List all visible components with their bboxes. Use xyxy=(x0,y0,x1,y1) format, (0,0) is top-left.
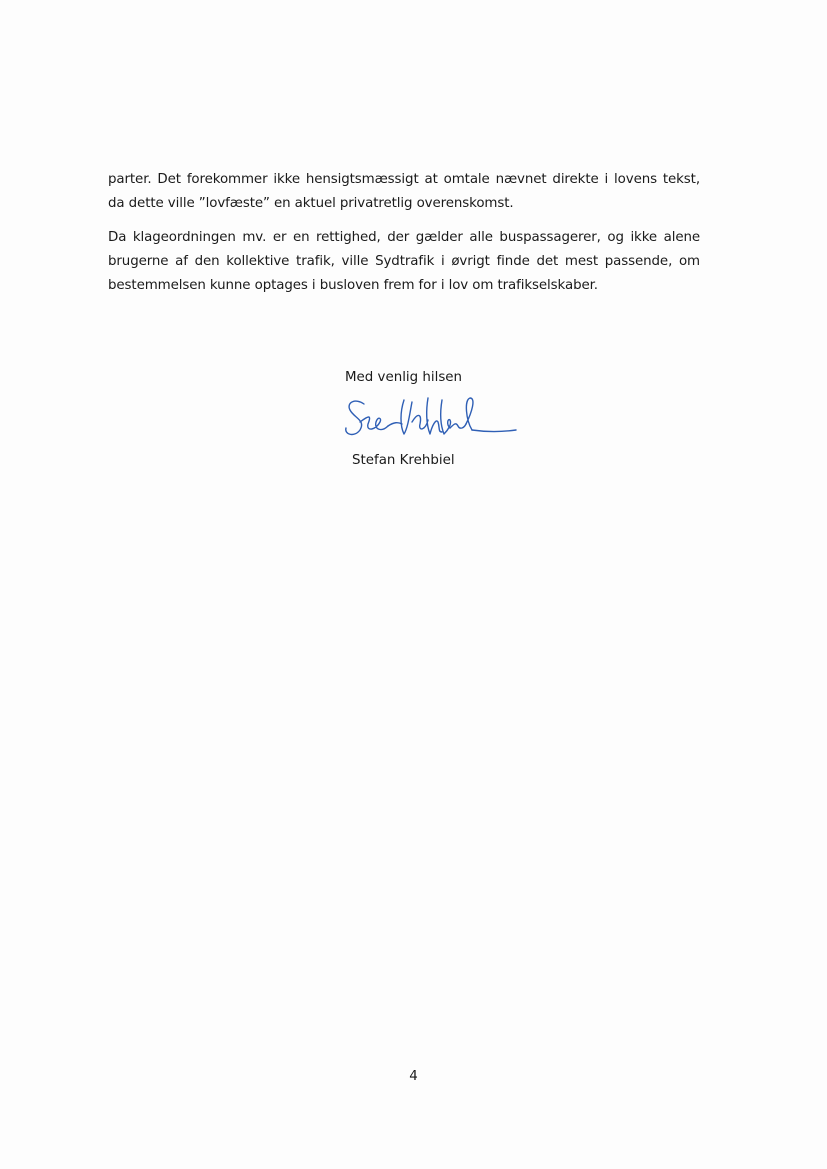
page-number: 4 xyxy=(409,1069,418,1084)
closing-salutation: Med venlig hilsen xyxy=(345,370,463,385)
paragraph-1: parter. Det forekommer ikke hensigtsmæssigt at omtale nævnet direkte i lovens tekst, da dette ville ”lovfæste” en aktuel privatretlig overenskomst. xyxy=(108,172,700,211)
letter-body xyxy=(108,168,700,298)
signer-name: Stefan Krehbiel xyxy=(352,453,455,468)
handwritten-signature xyxy=(338,392,518,446)
paragraph-2: Da klageordningen mv. er en rettighed, der gælder alle buspassagerer, og ikke alene brugerne af den kollektive trafik, ville Sydtrafik i øvrigt finde det mest passende, om bestemmelsen kunne optages i busloven frem for i lov om trafikselskaber. xyxy=(108,230,700,293)
